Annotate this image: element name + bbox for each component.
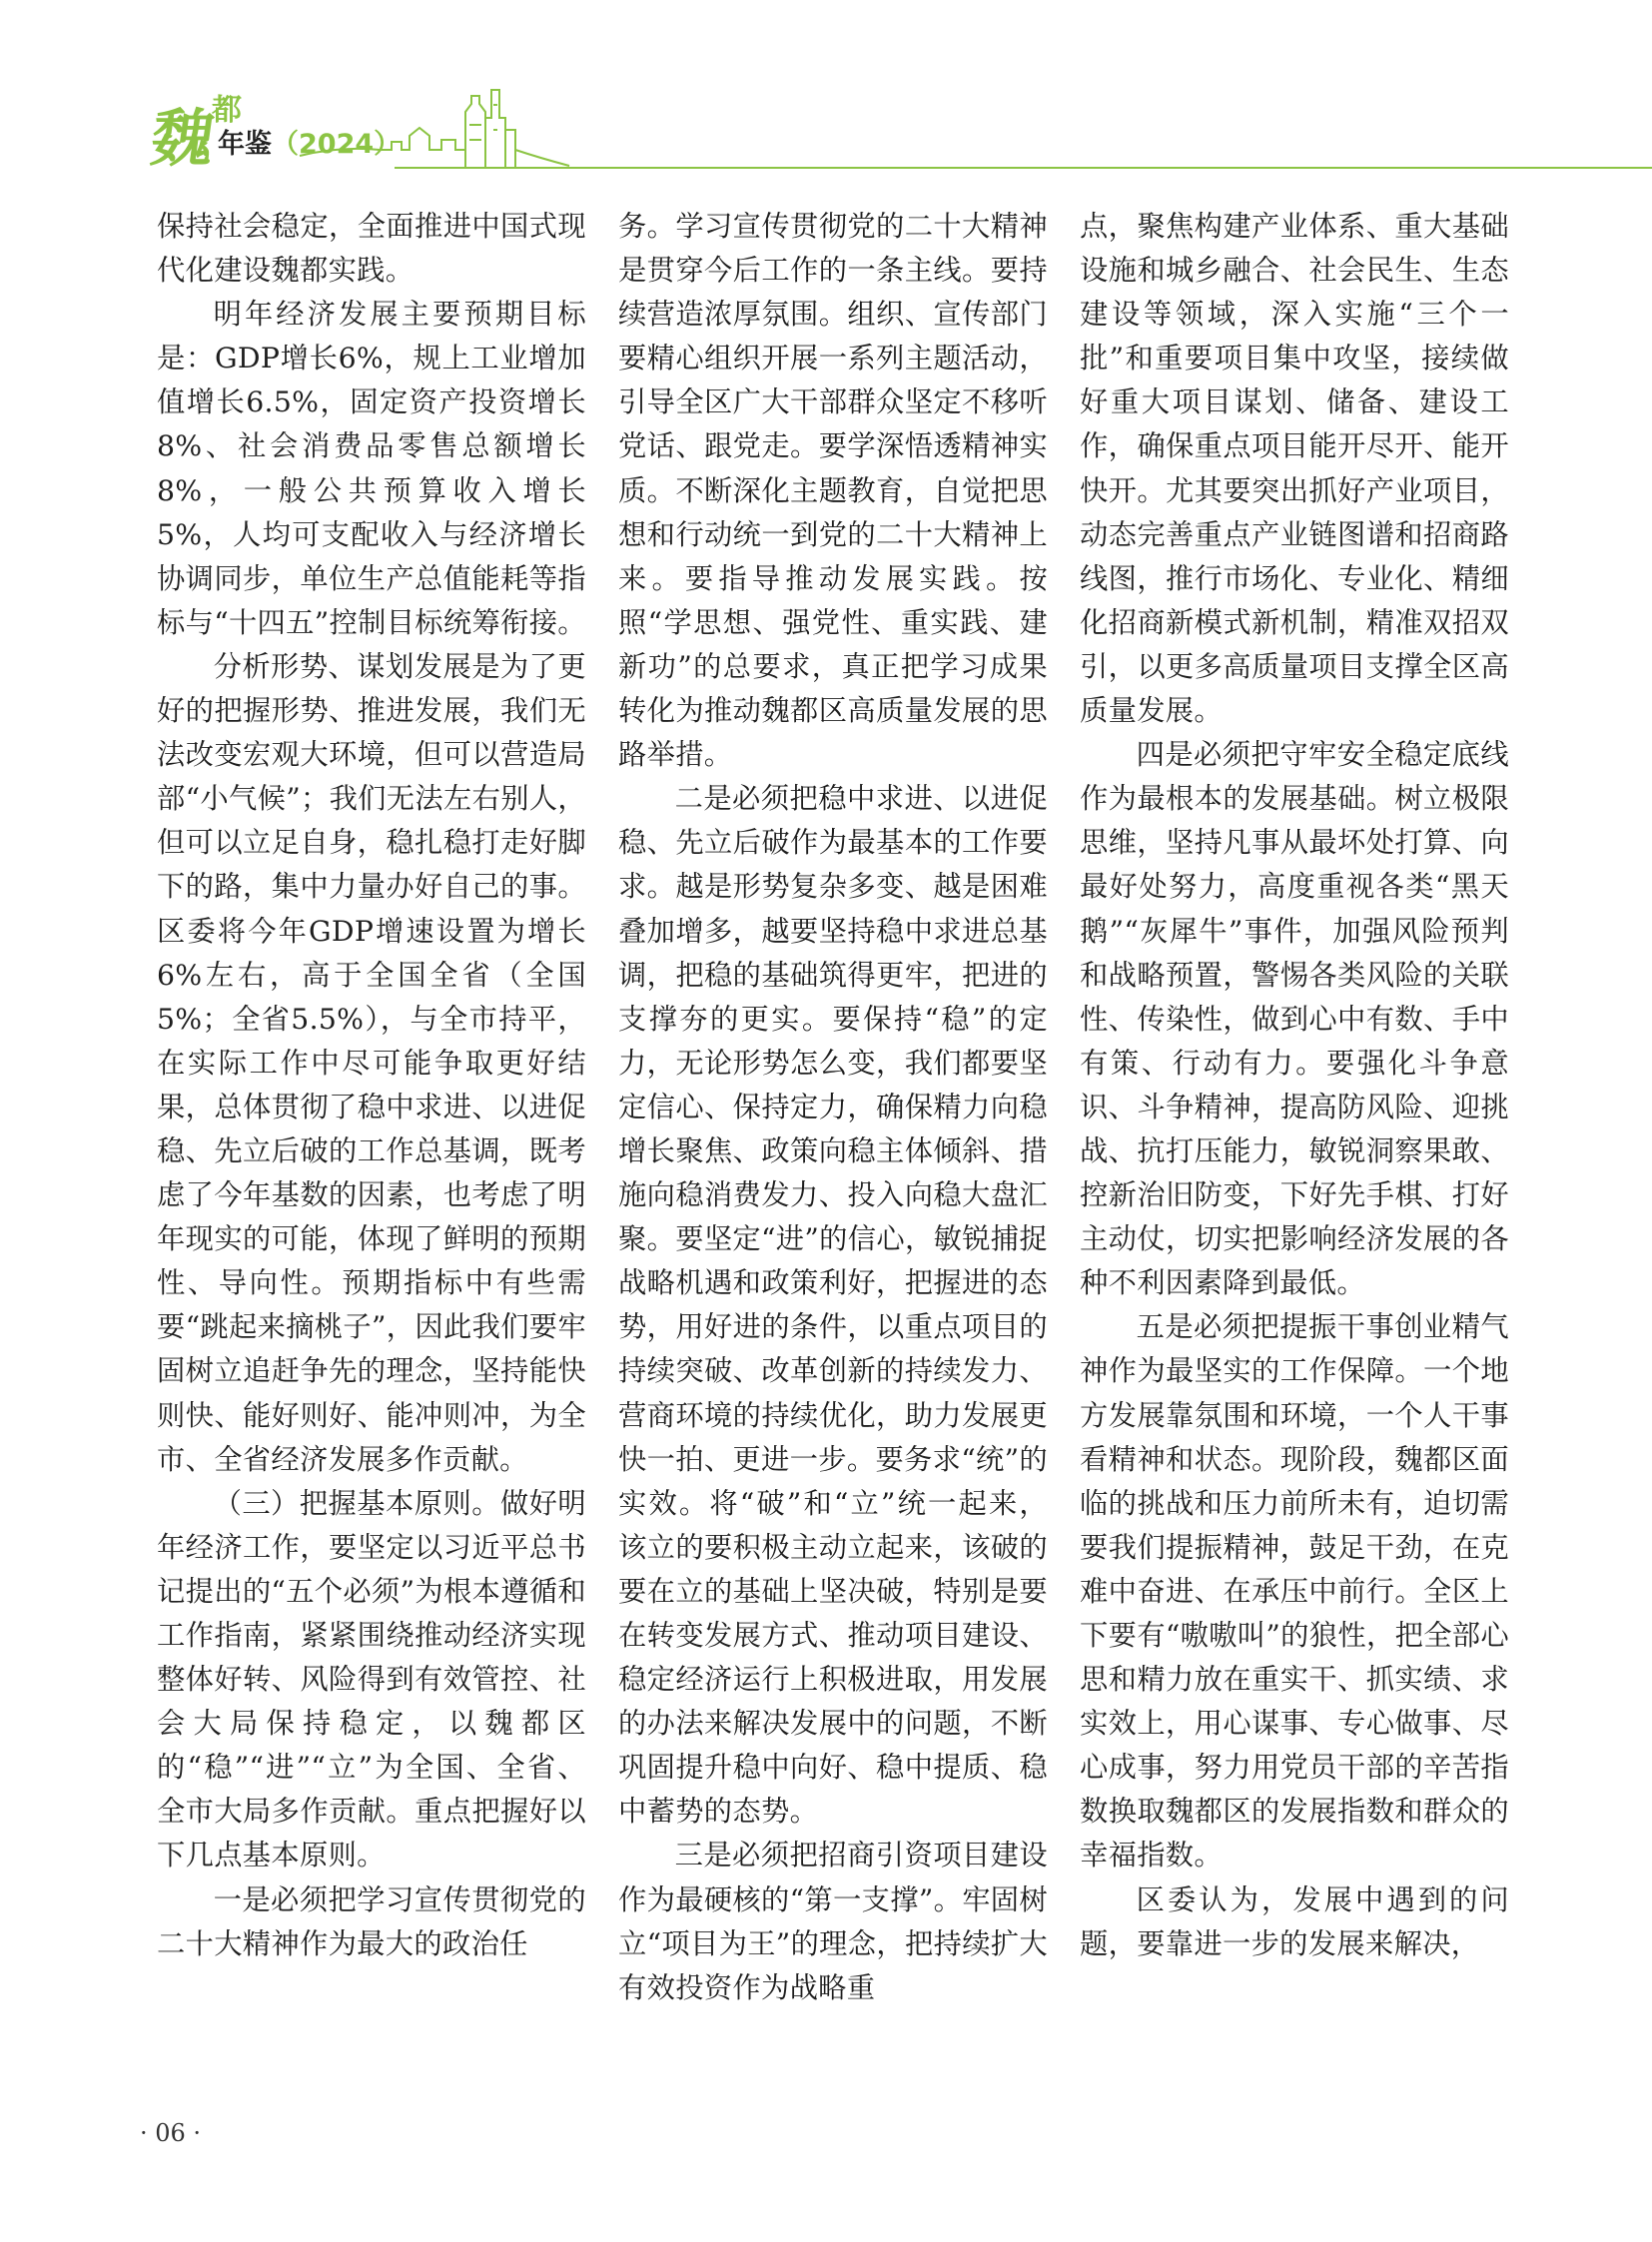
paragraph: 三是必须把招商引资项目建设作为最硬核的“第一支撑”。牢固树立“项目为王”的理念，把持续扩大有效投资作为战略重	[618, 1839, 1048, 2004]
paragraph: 分析形势、谋划发展是为了更好的把握形势、推进发展，我们无法改变宏观大环境，但可以营造局部“小气候”；我们无法左右别人，但可以立足自身，稳扎稳打走好脚下的路，集中力量办好自己的事。区委将今年GDP增速设置为增长6%左右，高于全国全省（全国5%；全省5.5%），与全市持平，在实际工作中尽可能争取更好结果，总体贯彻了稳中求进、以进促稳、先立后破的工作总基调，既考虑了今年基数的因素，也考虑了明年现实的可能，体现了鲜明的预期性、导向性。预期指标中有些需要“跳起来摘桃子”，因此我们要牢固树立追赶争先的理念，坚持能快则快、能好则好、能冲则冲，为全市、全省经济发展多作贡献。	[157, 649, 586, 1476]
brand-logo-wei: 魏	[146, 102, 220, 175]
brand-year: （2024）	[272, 129, 402, 160]
paragraph: 一是必须把学习宣传贯彻党的二十大精神作为最大的政治任	[157, 1882, 586, 1960]
brand-subtitle-text: 年鉴	[218, 129, 272, 160]
paragraph: 保持社会稳定，全面推进中国式现代化建设魏都实践。	[157, 210, 586, 288]
page-number: · 06 ·	[140, 2119, 202, 2147]
brand-logo-du: 都	[212, 93, 242, 128]
paragraph: 明年经济发展主要预期目标是：GDP增长6%，规上工业增加值增长6.5%，固定资产投资增长8%、社会消费品零售总额增长8%，一般公共预算收入增长5%，人均可支配收入与经济增长协调同步，单位生产总值能耗等指标与“十四五”控制目标统筹衔接。	[157, 298, 586, 639]
paragraph: 区委认为，发展中遇到的问题，要靠进一步的发展来解决，	[1080, 1882, 1509, 1960]
brand-subtitle	[218, 130, 401, 160]
text-column-2	[618, 205, 1048, 2010]
paragraph: 五是必须把提振干事创业精气神作为最坚实的工作保障。一个地方发展靠氛围和环境，一个人干事看精神和状态。现阶段，魏都区面临的挑战和压力前所未有，迫切需要我们提振精神，鼓足干劲，在克难中奋进、在承压中前行。全区上下要有“嗷嗷叫”的狼性，把全部心思和精力放在重实干、抓实绩、求实效上，用心谋事、专心做事、尽心成事，努力用党员干部的辛苦指数换取魏都区的发展指数和群众的幸福指数。	[1080, 1310, 1509, 1872]
paragraph: 二是必须把稳中求进、以进促稳、先立后破作为最基本的工作要求。越是形势复杂多变、越是困难叠加增多，越要坚持稳中求进总基调，把稳的基础筑得更牢，把进的支撑夯的更实。要保持“稳”的定力，无论形势怎么变，我们都要坚定信心、保持定力，确保精力向稳增长聚焦、政策向稳主体倾斜、措施向稳消费发力、投入向稳大盘汇聚。要坚定“进”的信心，敏锐捕捉战略机遇和政策利好，把握进的态势，用好进的条件，以重点项目的持续突破、改革创新的持续发力、营商环境的持续优化，助力发展更快一拍、更进一步。要务求“统”的实效。将“破”和“立”统一起来，该立的要积极主动立起来，该破的要在立的基础上坚决破，特别是要在转变发展方式、推动项目建设、稳定经济运行上积极进取，用发展的办法来解决发展中的问题，不断巩固提升稳中向好、稳中提质、稳中蓄势的态势。	[618, 782, 1048, 1829]
paragraph: 点，聚焦构建产业体系、重大基础设施和城乡融合、社会民生、生态建设等领域，深入实施“三个一批”和重要项目集中攻坚，接续做好重大项目谋划、储备、建设工作，确保重点项目能开尽开、能开快开。尤其要突出抓好产业项目，动态完善重点产业链图谱和招商路线图，推行市场化、专业化、精细化招商新模式新机制，精准双招双引，以更多高质量项目支撑全区高质量发展。	[1080, 210, 1509, 728]
text-column-1	[157, 205, 586, 1966]
page-header	[0, 0, 1652, 175]
paragraph: 四是必须把守牢安全稳定底线作为最根本的发展基础。树立极限思维，坚持凡事从最坏处打算、向最好处努力，高度重视各类“黑天鹅”“灰犀牛”事件，加强风险预判和战略预置，警惕各类风险的关联性、传染性，做到心中有数、手中有策、行动有力。要强化斗争意识、斗争精神，提高防风险、迎挑战、抗打压能力，敏锐洞察果敢、控新治旧防变，下好先手棋、打好主动仗，切实把影响经济发展的各种不利因素降到最低。	[1080, 738, 1509, 1300]
paragraph: （三）把握基本原则。做好明年经济工作，要坚定以习近平总书记提出的“五个必须”为根本遵循和工作指南，紧紧围绕推动经济实现整体好转、风险得到有效管控、社会大局保持稳定，以魏都区的“稳”“进”“立”为全国、全省、全市大局多作贡献。重点把握好以下几点基本原则。	[157, 1486, 586, 1872]
paragraph: 务。学习宣传贯彻党的二十大精神是贯穿今后工作的一条主线。要持续营造浓厚氛围。组织、宣传部门要精心组织开展一系列主题活动，引导全区广大干部群众坚定不移听党话、跟党走。要学深悟透精神实质。不断深化主题教育，自觉把思想和行动统一到党的二十大精神上来。要指导推动发展实践。按照“学思想、强党性、重实践、建新功”的总要求，真正把学习成果转化为推动魏都区高质量发展的思路举措。	[618, 210, 1048, 772]
text-column-3	[1080, 205, 1509, 1966]
